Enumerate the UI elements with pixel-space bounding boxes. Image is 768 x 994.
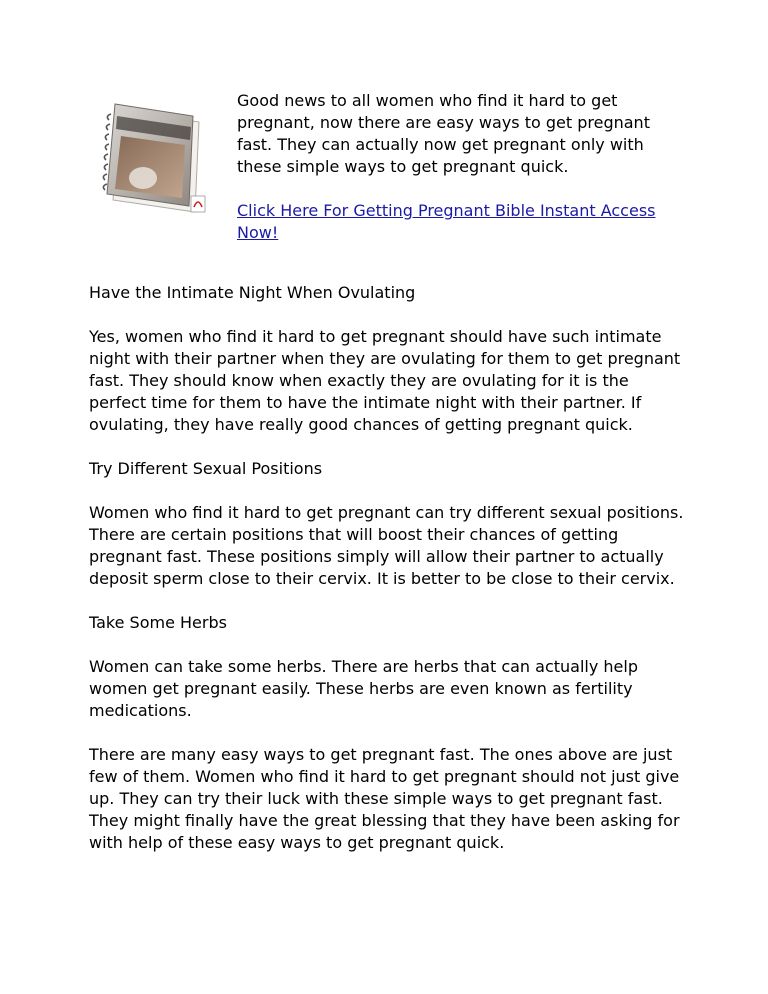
section-paragraph: Women who find it hard to get pregnant can try different sexual positions. There are certain positions that will boost their chances of getting pregnant fast. These positions simply will allow their partner to actually deposit sperm close to their cervix. It is better to be close to their cervix.	[89, 503, 684, 588]
intro-paragraph: Good news to all women who find it hard to get pregnant, now there are easy ways to get pregnant fast. They can actually now get pregnant only with these simple ways to get pregnant quick.	[237, 91, 650, 176]
bible-access-link[interactable]: Click Here For Getting Pregnant Bible Instant Access Now!	[237, 201, 656, 242]
conclusion-paragraph: There are many easy ways to get pregnant fast. The ones above are just few of them. Women who find it hard to get pregnant should not just give up. They can try their luck with these simple ways to get pregnant fast. They might finally have the great blessing that they have been asking for with help of these easy ways to get pregnant quick.	[89, 745, 680, 852]
section-heading: Have the Intimate Night When Ovulating	[89, 283, 416, 302]
section-heading: Try Different Sexual Positions	[89, 459, 323, 478]
intro-text	[237, 90, 677, 244]
article-body	[89, 282, 689, 876]
section-paragraph: Women can take some herbs. There are herbs that can actually help women get pregnant easily. These herbs are even known as fertility medications.	[89, 657, 638, 720]
section-heading: Take Some Herbs	[89, 613, 227, 632]
ebook-cover-icon	[95, 100, 215, 218]
section-paragraph: Yes, women who find it hard to get pregnant should have such intimate night with their partner when they are ovulating for them to get pregnant fast. They should know when exactly they are ovulating for it is the perfect time for them to have the intimate night with their partner. If ovulating, they have really good chances of getting pregnant quick.	[89, 327, 681, 434]
